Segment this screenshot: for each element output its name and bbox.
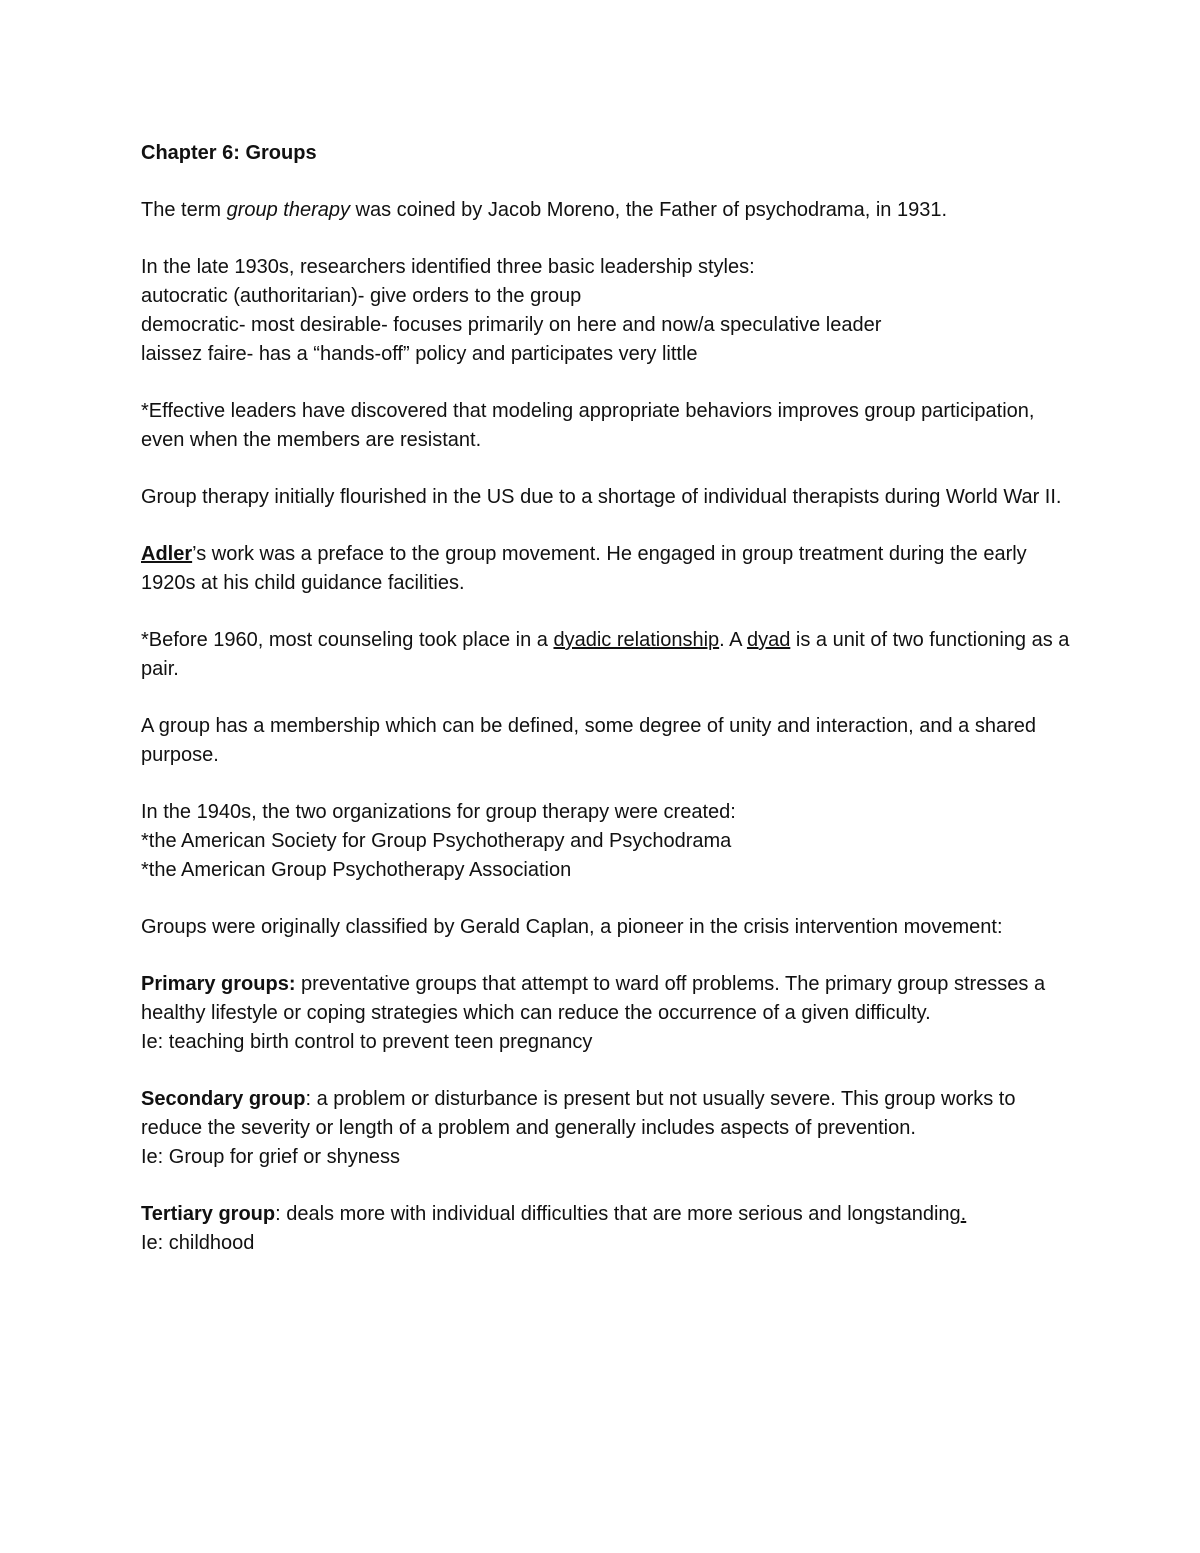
primary-groups-label: Primary groups: <box>141 973 296 995</box>
leadership-autocratic: autocratic (authoritarian)- give orders to the group <box>141 285 582 307</box>
p1-italic-term: group therapy <box>226 199 350 221</box>
dyad-term: dyad <box>746 629 791 651</box>
chapter-title-text: Chapter 6: Groups <box>141 142 317 164</box>
organization-1: *the American Society for Group Psychotherapy and Psychodrama <box>141 830 732 852</box>
dyadic-relationship-term: dyadic relationship <box>553 629 720 651</box>
organizations-intro: In the 1940s, the two organizations for group therapy were created: <box>141 801 736 823</box>
paragraph-group-therapy-term <box>141 196 1071 225</box>
tertiary-group-period: . <box>960 1203 967 1225</box>
paragraph-leadership-styles <box>141 253 1071 369</box>
paragraph-dyad <box>141 626 1071 684</box>
document-body <box>141 139 1071 1286</box>
adler-text: ’s work was a preface to the group movement. He engaged in group treatment during the early 1920s at his child guidance facilities. <box>141 543 1027 594</box>
leadership-laissez-faire: laissez faire- has a “hands-off” policy and participates very little <box>141 343 698 365</box>
paragraph-effective-leaders: *Effective leaders have discovered that modeling appropriate behaviors improves group participation, even when the members are resistant. <box>141 400 1035 451</box>
tertiary-group-label: Tertiary group <box>141 1203 276 1225</box>
p1-text-b: was coined by Jacob Moreno, the Father of psychodrama, in 1931. <box>350 199 948 221</box>
dyad-text-b: . A <box>719 629 747 651</box>
secondary-group-label: Secondary group <box>141 1088 306 1110</box>
dyad-text-c: is a unit of two functioning as a pair. <box>141 629 1070 680</box>
paragraph-tertiary-group <box>141 1200 1071 1258</box>
leadership-democratic: democratic- most desirable- focuses primarily on here and now/a speculative leader <box>141 314 882 336</box>
p1-text-a: The term <box>141 199 227 221</box>
leadership-intro: In the late 1930s, researchers identified three basic leadership styles: <box>141 256 755 278</box>
chapter-title <box>141 139 1071 168</box>
paragraph-group-therapy-flourished: Group therapy initially flourished in the US due to a shortage of individual therapists during World War II. <box>141 486 1062 508</box>
primary-groups-text: preventative groups that attempt to ward off problems. The primary group stresses a healthy lifestyle or coping strategies which can reduce the occurrence of a given difficulty. <box>141 973 1046 1024</box>
organization-2: *the American Group Psychotherapy Association <box>141 859 572 881</box>
secondary-group-example: Ie: Group for grief or shyness <box>141 1146 401 1168</box>
tertiary-group-text: : deals more with individual difficulties that are more serious and longstanding <box>275 1203 961 1225</box>
paragraph-adler <box>141 540 1071 598</box>
paragraph-secondary-group <box>141 1085 1071 1172</box>
primary-groups-example: Ie: teaching birth control to prevent teen pregnancy <box>141 1031 593 1053</box>
tertiary-group-example: Ie: childhood <box>141 1232 255 1254</box>
secondary-group-text: : a problem or disturbance is present but not usually severe. This group works to reduce the severity or length of a problem and generally includes aspects of prevention. <box>141 1088 1016 1139</box>
adler-name: Adler <box>141 543 193 565</box>
paragraph-caplan: Groups were originally classified by Gerald Caplan, a pioneer in the crisis intervention movement: <box>141 916 1003 938</box>
paragraph-group-definition: A group has a membership which can be defined, some degree of unity and interaction, and a shared purpose. <box>141 715 1037 766</box>
dyad-text-a: *Before 1960, most counseling took place in a <box>141 629 554 651</box>
paragraph-organizations <box>141 798 1071 885</box>
paragraph-primary-groups <box>141 970 1071 1057</box>
